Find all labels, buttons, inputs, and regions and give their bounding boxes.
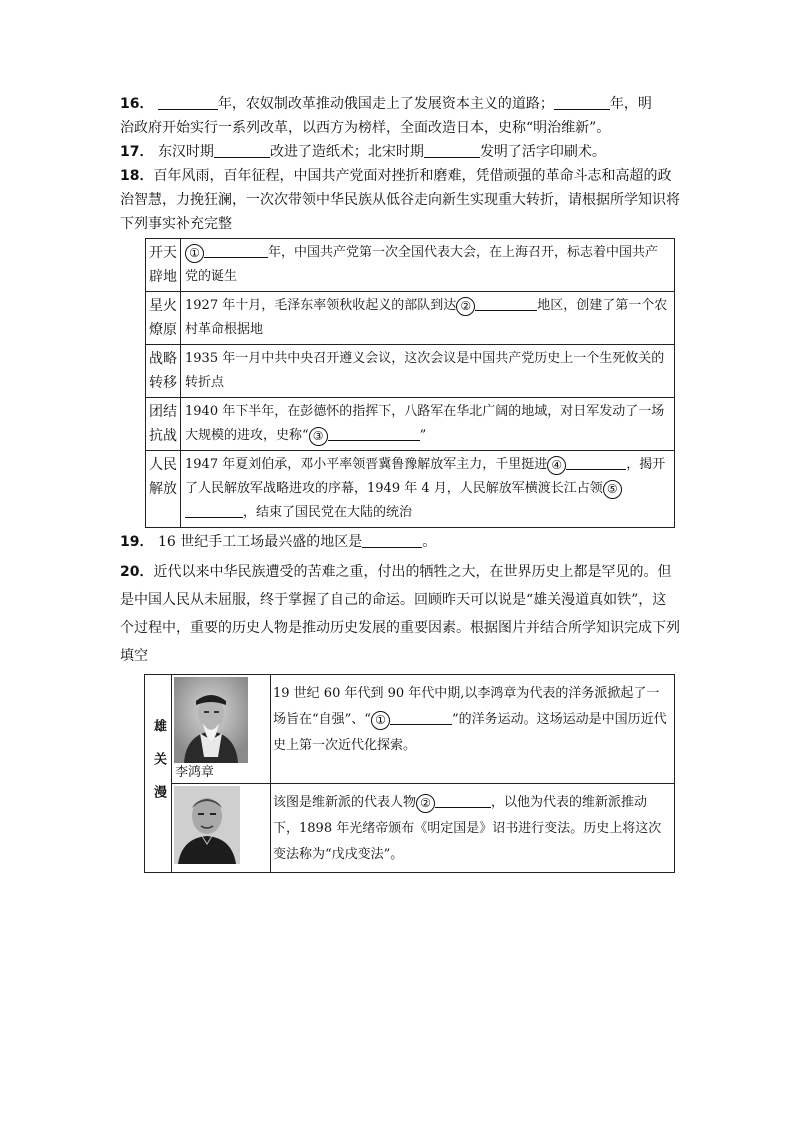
worksheet-page bbox=[120, 92, 680, 873]
table-row bbox=[146, 398, 675, 451]
question-19: 19． 16 世纪手工工场最兴盛的地区是 。 bbox=[120, 534, 437, 550]
table-row bbox=[145, 784, 675, 873]
portrait-cell bbox=[172, 784, 271, 873]
question-number: 19． bbox=[120, 534, 154, 550]
question-17: 17． 东汉时期 改进了造纸术；北宋时期 发明了活字印刷术。 bbox=[120, 144, 606, 160]
question-number: 16． bbox=[120, 96, 154, 112]
question-16: 16． 年，农奴制改革推动俄国走上了发展资本主义的道路； 年，明 治政府开始实行一系列改革，以西方为榜样，全面改造日本，史称“明治维新”。 bbox=[120, 96, 652, 136]
answer-blank[interactable] bbox=[475, 296, 537, 311]
answer-blank[interactable] bbox=[158, 95, 218, 110]
answer-blank[interactable] bbox=[214, 143, 270, 158]
row-content: 1940 年下半年，在彭德怀的指挥下，八路军在华北广阔的地域，对日军发动了一场大规模的进攻，史称“ ③ ” bbox=[181, 398, 675, 451]
row-content: 1935 年一月中共中央召开遵义会议，这次会议是中国共产党历史上一个生死攸关的转折点 bbox=[181, 345, 675, 398]
answer-blank[interactable] bbox=[435, 793, 491, 808]
row-label: 人民解放 bbox=[146, 451, 181, 528]
question-20: 20．近代以来中华民族遭受的苦难之重，付出的牺牲之大，在世界历史上都是罕见的。但是中国人民从未屈服，终于掌握了自己的命运。回顾昨天可以说是“雄关漫道真如铁”，这个过程中，重要的历史人物是推动历史发展的重要因素。根据图片并结合所学知识完成下列填空 bbox=[120, 564, 680, 664]
row-label: 战略转移 bbox=[146, 345, 181, 398]
answer-blank[interactable] bbox=[390, 710, 452, 725]
kang-youwei-portrait bbox=[174, 786, 240, 864]
table-row bbox=[146, 239, 675, 292]
answer-blank[interactable] bbox=[204, 243, 268, 258]
question-number: 17． bbox=[120, 144, 154, 160]
answer-blank[interactable] bbox=[566, 455, 626, 470]
answer-blank[interactable] bbox=[362, 533, 422, 548]
events-table bbox=[145, 238, 675, 528]
portrait-cell bbox=[172, 675, 271, 784]
row-content: 1927 年十月，毛泽东率领秋收起义的部队到达 ② 地区，创建了第一个农村革命根据地 bbox=[181, 292, 675, 345]
table-row bbox=[146, 451, 675, 528]
row-label: 开天辟地 bbox=[146, 239, 181, 292]
answer-blank[interactable] bbox=[424, 143, 480, 158]
row-content: 19 世纪 60 年代到 90 年代中期,以李鸿章为代表的洋务派掀起了一场旨在“自强”、“ ① ”的洋务运动。这场运动是中国历近代史上第一次近代化探索。 bbox=[271, 675, 675, 784]
figures-table bbox=[144, 674, 675, 873]
row-content: ① 年，中国共产党第一次全国代表大会，在上海召开，标志着中国共产党的诞生 bbox=[181, 239, 675, 292]
answer-blank[interactable] bbox=[185, 503, 243, 518]
row-content: 1947 年夏刘伯承，邓小平率领晋冀鲁豫解放军主力，千里挺进 ④ ，揭开了人民解放军战略进攻的序幕，1949 年 4 月，人民解放军横渡长江占领 ⑤，结束了国民党在大陆的统治 bbox=[181, 451, 675, 528]
side-label: 雄关漫 bbox=[145, 675, 172, 873]
portrait-caption: 李鸿章 bbox=[175, 765, 215, 780]
li-hongzhang-portrait bbox=[174, 677, 248, 763]
question-18: 18．百年风雨，百年征程，中国共产党面对挫折和磨难，凭借顽强的革命斗志和高超的政治智慧，力挽狂澜，一次次带领中华民族从低谷走向新生实现重大转折，请根据所学知识将下列事实补充完整 bbox=[120, 168, 680, 232]
table-row bbox=[146, 292, 675, 345]
row-label: 星火燎原 bbox=[146, 292, 181, 345]
question-number: 20． bbox=[120, 564, 154, 580]
table-row bbox=[146, 345, 675, 398]
row-content: 该图是维新派的代表人物 ② ，以他为代表的维新派推动下，1898 年光绪帝颁布《明定国是》诏书进行变法。历史上将这次变法称为“戊戌变法”。 bbox=[271, 784, 675, 873]
question-number: 18． bbox=[120, 168, 154, 184]
answer-blank[interactable] bbox=[328, 426, 420, 441]
answer-blank[interactable] bbox=[554, 95, 610, 110]
row-label: 团结抗战 bbox=[146, 398, 181, 451]
table-row bbox=[145, 675, 675, 784]
